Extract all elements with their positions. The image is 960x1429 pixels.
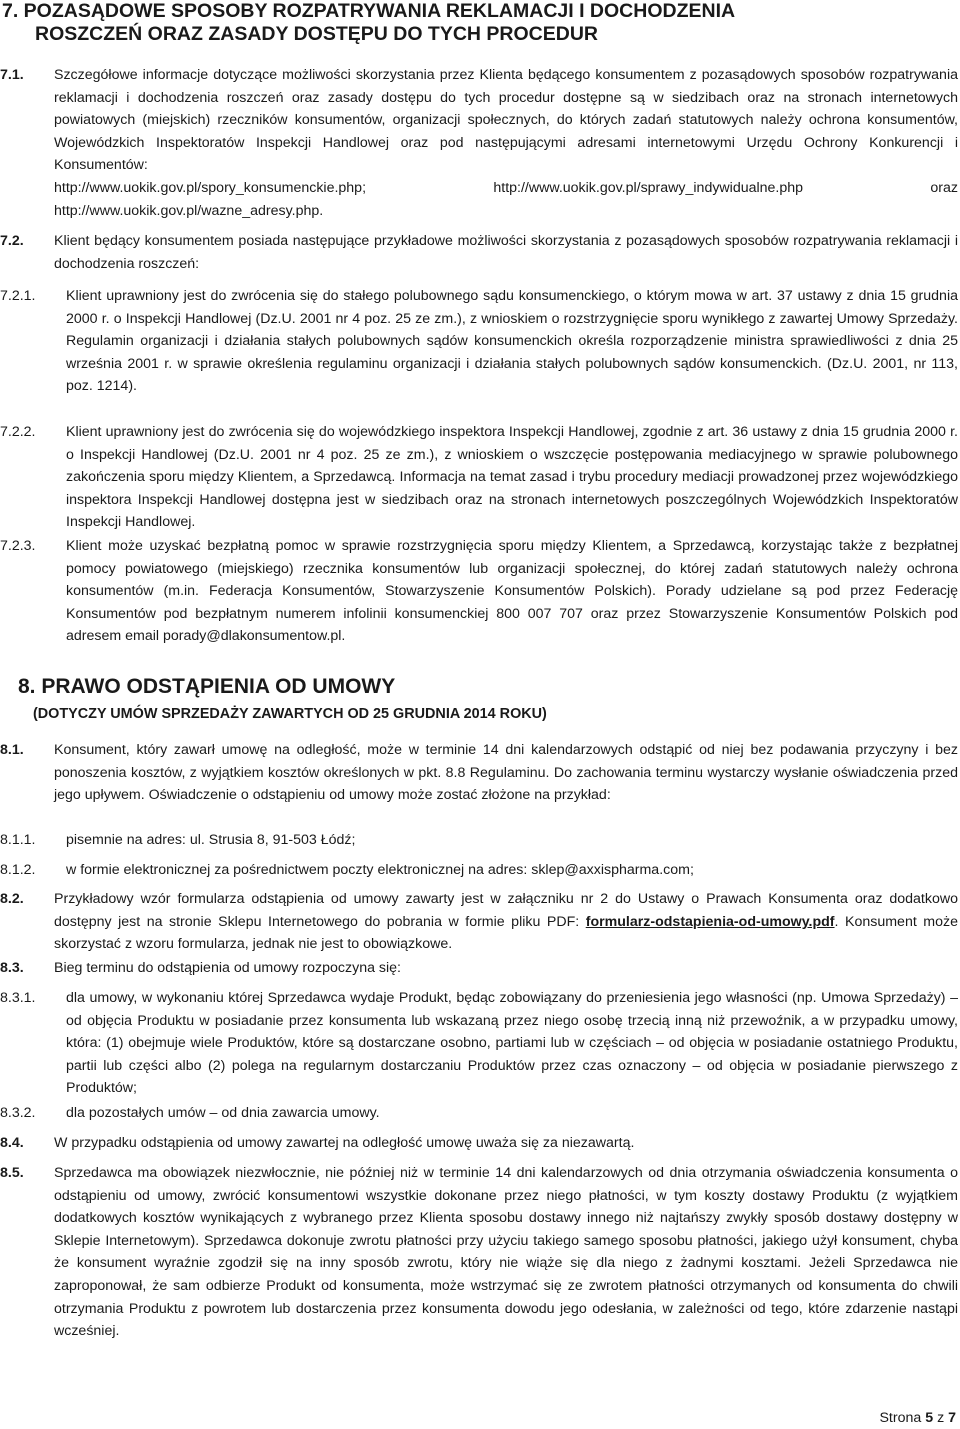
paragraph-8-3-2: dla pozostałych umów – od dnia zawarcia umowy. [66,1105,380,1121]
paragraph-7-2-2: Klient uprawniony jest do zwrócenia się do wojewódzkiego inspektora Inspekcji Handlowej, zgodnie z art. 36 ustawy z dnia 15 grudnia 2000 r. o Inspekcji Handlowej (Dz.U. 2001 nr 4 poz. 25 ze zm.), z wnioskiem o wszczęcie postępowania mediacyjnego w sprawie polubownego zakończenia sporu między Klientem, a Sprzedawcą. Informacja na temat zasad i trybu procedury mediacji prowadzonej przez wojewódzkiego inspektora Inspekcji Handlowej dostępna jest w siedzibach oraz na stronach internetowych poszczególnych Wojewódzkich Inspektoratów Inspekcji Handlowej. [66,424,958,531]
paragraph-number: 8.1. [0,742,24,758]
paragraph-8-1-1: pisemnie na adres: ul. Strusia 8, 91-503 Łódź; [66,832,356,848]
section-7-heading-line1: 7. POZASĄDOWE SPOSOBY ROZPATRYWANIA REKLAMACJI I DOCHODZENIA [2,0,736,22]
paragraph-8-2 [54,888,958,956]
paragraph-8-4: W przypadku odstąpienia od umowy zawartej na odległość umowę uważa się za niezawartą. [54,1135,635,1151]
paragraph-text: . Konsument może skorzystać z wzoru formularza, jednak nie jest to obowiązkowe. [54,913,958,953]
section-7-heading [2,0,942,46]
link-spory-konsumenckie[interactable]: http://www.uokik.gov.pl/spory_konsumenckie.php; [54,179,367,196]
paragraph-8-1-2: w formie elektronicznej za pośrednictwem poczty elektronicznej na adres: sklep@axxispharma.com; [66,862,694,878]
uokik-links-line [54,177,958,200]
paragraph-number: 7.1. [0,67,24,83]
paragraph-number: 8.5. [0,1165,24,1181]
form-pdf-link[interactable]: formularz-odstapienia-od-umowy.pdf [585,913,835,930]
paragraph-7-2-1: Klient uprawniony jest do zwrócenia się do stałego polubownego sądu konsumenckiego, o którym mowa w art. 37 ustawy z dnia 15 grudnia 2000 r. o Inspekcji Handlowej (Dz.U. 2001 nr 4 poz. 25 ze zm.), z wnioskiem o rozstrzygnięcie sporu wynikłego z zawartej Umowy Sprzedaży. Regulamin organizacji i działania stałych polubownych sądów konsumenckich określa rozporządzenie ministra sprawiedliwości z dnia 25 września 2001 r. w sprawie określenia regulaminu organizacji i działania stałych polubownych sądów konsumenckich. (Dz.U. 2001, nr 113, poz. 1214). [66,288,958,395]
link-sprawy-indywidualne[interactable]: http://www.uokik.gov.pl/sprawy_indywidualne.php [493,179,804,196]
paragraph-number: 8.3. [0,960,24,976]
page-of: z [937,1410,945,1426]
conjunction-text: oraz [930,179,958,196]
paragraph-7-2: Klient będący konsumentem posiada następujące przykładowe możliwości skorzystania z pozasądowych sposobów rozpatrywania reklamacji i dochodzenia roszczeń: [54,233,958,272]
paragraph-8-5: Sprzedawca ma obowiązek niezwłocznie, nie później niż w terminie 14 dni kalendarzowych od dnia otrzymania oświadczenia konsumenta o odstąpieniu od umowy, zwrócić konsumentowi wszystkie dokonane przez niego płatności, w tym koszty dostawy Produktu (z wyjątkiem dodatkowych kosztów wynikających z wybranego przez Klienta sposobu dostawy innego niż najtańszy zwykły sposób dostawy dostępny w Sklepie Internetowym). Sprzedawca dokonuje zwrotu płatności przy użyciu takiego samego sposobu płatności, jakiego użył konsument, chyba że konsument wyraźnie zgodził się na inny sposób zwrotu, który nie wiąże się dla niego z żadnymi kosztami. Jeżeli Sprzedawca nie zaproponował, że sam odbierze Produkt od konsumenta, może wstrzymać się ze zwrotem płatności otrzymanych od konsumenta do chwili otrzymania Produktu z powrotem lub dostarczenia przez konsumenta dowodu jego odesłania, w zależności od tego, które zdarzenie nastąpi wcześniej. [54,1165,958,1340]
paragraph-8-1: Konsument, który zawarł umowę na odległość, może w terminie 14 dni kalendarzowych odstąpić od niej bez podawania przyczyny i bez ponoszenia kosztów, z wyjątkiem kosztów określonych w pkt. 8.8 Regulaminu. Do zachowania terminu wystarczy wysłanie oświadczenia przed jego upływem. Oświadczenie o odstąpieniu od umowy może zostać złożone na przykład: [54,742,958,804]
page-number: 5 [925,1410,934,1426]
paragraph-8-3: Bieg terminu do odstąpienia od umowy rozpoczyna się: [54,960,401,976]
paragraph-number: 7.2. [0,233,24,249]
paragraph-number: 8.3.2. [0,1105,36,1121]
paragraph-number: 8.4. [0,1135,24,1151]
paragraph-7-1 [54,64,958,222]
link-wazne-adresy[interactable]: http://www.uokik.gov.pl/wazne_adresy.php. [54,202,324,219]
paragraph-number: 8.3.1. [0,990,36,1006]
paragraph-number: 8.1.2. [0,862,36,878]
section-7-heading-line2: ROSZCZEŃ ORAZ ZASADY DOSTĘPU DO TYCH PROCEDUR [35,23,599,45]
paragraph-7-2-3: Klient może uzyskać bezpłatną pomoc w sprawie rozstrzygnięcia sporu między Klientem, a Sprzedawcą, korzystając także z bezpłatnej pomocy powiatowego (miejskiego) rzecznika konsumentów lub organizacji społecznej, do której zadań statutowych należy ochrona konsumentów (m.in. Federacja Konsumentów, Stowarzyszenie Konsumentów Polskich). Porady udzielane są pod przez Federację Konsumentów pod bezpłatnym numerem infolinii konsumenckiej 800 007 707 oraz przez Stowarzyszenie Konsumentów Polskich pod adresem email porady@dlakonsumentow.pl. [66,538,958,645]
paragraph-number: 7.2.2. [0,424,36,440]
page-footer [879,1409,956,1427]
page-label: Strona [879,1410,922,1426]
paragraph-8-3-1: dla umowy, w wykonaniu której Sprzedawca wydaje Produkt, będąc zobowiązany do przeniesienia jego własności (np. Umowa Sprzedaży) – od objęcia Produktu w posiadanie przez konsumenta lub wskazaną przez niego osobę trzecią inną niż przewoźnik, a w przypadku umowy, która: (1) obejmuje wiele Produktów, które są dostarczane osobno, partiami lub w częściach – od objęcia w posiadanie ostatniego Produktu, partii lub części albo (2) polega na regularnym dostarczaniu Produktów przez czas oznaczony – od objęcia w posiadanie pierwszego z Produktów; [66,990,958,1097]
paragraph-number: 8.1.1. [0,832,36,848]
paragraph-number: 7.2.3. [0,538,36,554]
section-8-subheading: (DOTYCZY UMÓW SPRZEDAŻY ZAWARTYCH OD 25 GRUDNIA 2014 ROKU) [33,706,547,722]
section-8-heading: 8. PRAWO ODSTĄPIENIA OD UMOWY [18,675,396,698]
paragraph-number: 8.2. [0,891,24,907]
paragraph-text: Szczegółowe informacje dotyczące możliwości skorzystania przez Klienta będącego konsumentem z pozasądowych sposobów rozpatrywania reklamacji i dochodzenia roszczeń oraz zasady dostępu do tych procedur dostępne są w siedzibach oraz na stronach internetowych powiatowych (miejskich) rzeczników konsumentów, organizacji społecznych, do których zadań statutowych należy ochrona konsumentów, Wojewódzkich Inspektoratów Inspekcji Handlowej oraz pod następującymi adresami internetowymi Urzędu Ochrony Konkurencji i Konsumentów: [54,67,958,174]
page-total: 7 [948,1410,956,1426]
paragraph-number: 7.2.1. [0,288,36,304]
paragraph-text: Przykładowy wzór formularza odstąpienia od umowy zawarty jest w załączniku nr 2 do Ustawy o Prawach Konsumenta oraz dodatkowo dostępny jest na stronie Sklepu Internetowego do pobrania w formie pliku PDF: [54,891,958,930]
